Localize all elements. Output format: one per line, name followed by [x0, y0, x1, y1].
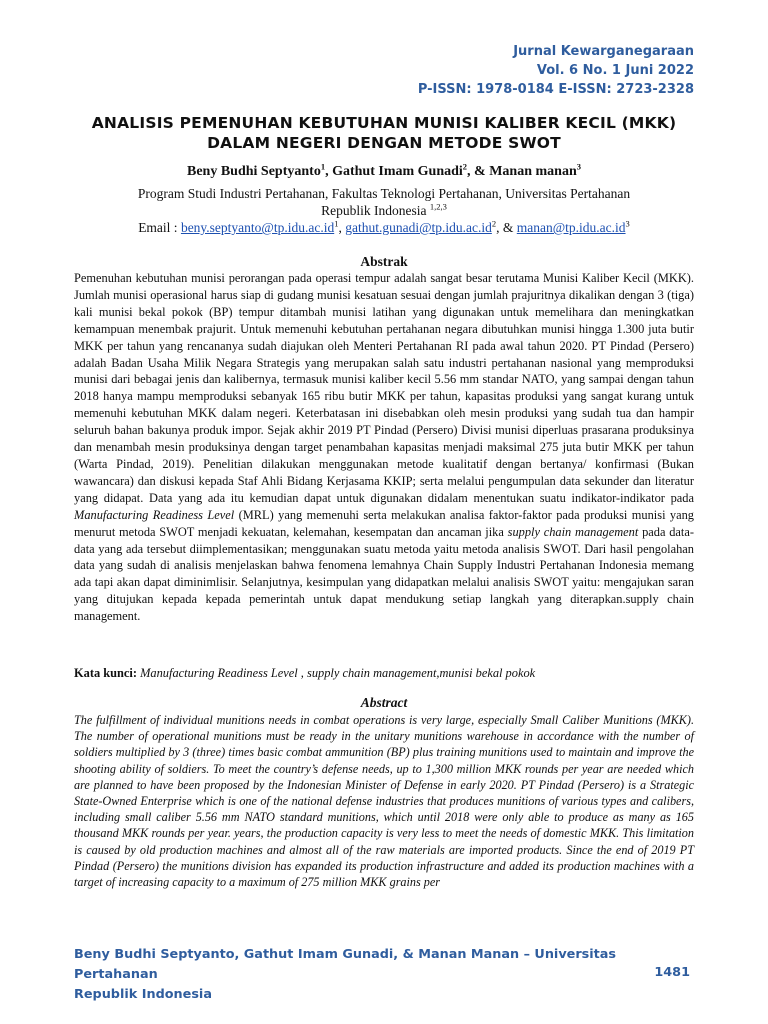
email-separator: , & [496, 220, 517, 235]
footer-line-1: Beny Budhi Septyanto, Gathut Imam Gunadi, & Manan Manan – Universitas Pertahanan [74, 947, 617, 982]
author-separator: , [325, 164, 333, 179]
author-list [74, 161, 694, 180]
abstrak-body: Pemenuhan kebutuhan munisi perorangan pada operasi tempur adalah sangat besar terutama Munisi Kaliber Kecil (MKK). Jumlah munisi operasional harus siap di gudang munisi kesatuan sesuai dengan jumlah prajuritnya dikalikan dengan 3 (tiga) kali munisi bekal pokok (BP) tempur ditambah munisi latihan yang digunakan untuk memelihara dan meningkatkan kemampuan menembak prajurit. Untuk memenuhi kebutuhan pertahanan negara dibutuhkan munisi hingga 1.300 juta butir MKK per tahun yang rencananya sudah diajukan oleh Menteri Pertahanan RI pada awal tahun 2020. PT Pindad (Persero) adalah Badan Usaha Milik Negara Strategis yang merupakan salah satu industri pertahanan nasional yang memproduksi munisi dari bebagai jenis dan kalibernya, termasuk munisi kaliber kecil 5.56 mm standar NATO, yang sampai dengan tahun 2018 hanya mampu memproduksi sebanyak 165 ribu butir MKK per tahun, kapasitas produksi yang sangat kurang untuk memenuhi kebutuhan MKK dalam negeri. Keterbatasan ini disebabkan oleh mesin produksi yang sudah tua dan hampir seluruh bahan bakunya produk impor. Sejak akhir 2019 PT Pindad (Persero) Divisi munisi diperluas prasarana produksinya dan menambah mesin produksinya dengan target penambahan kapasitas menjadi maksimal 275 juta butir MKK per tahun (Warta Pindad, 2019). Penelitian dilakukan menggunakan metode kualitatif dengan bertanya/ konfirmasi (Bukan wawancara) dan diskusi kepada Staf Ahli Bidang Kerjasama KKIP; serta melalui pengumpulan data sekunder dan literatur yang didapat. Data yang ada itu kemudian dapat untuk digunakan didalam menentukan suatu indikator-indikator pada Manufacturing Readiness Level (MRL) yang memenuhi serta melakukan analisa faktor-faktor pada produksi munisi yang menurut metoda SWOT menjadi kekuatan, kelemahan, kesempatan dan ancaman jika supply chain management pada data-data yang ada tersebut diimplementasikan; menggunakan suatu metoda yaitu metoda analisis SWOT. Dari hasil pengolahan data yang sudah di analisis menjelaskan bahwa fenomena lemahnya Chain Supply Industri Pertahanan Indonesia memang ada tapi akan dapat diminimlisir. Selanjutnya, kesimpulan yang didapatkan melalui analisis SWOT yaitu: mengajukan saran yang ditujukan kepada kepada pemerintah untuk dapat mendukung setiap langkah yang diterapkan.supply chain management. [74, 271, 695, 624]
keywords-label: Kata kunci: [74, 666, 137, 680]
abstrak-heading: Abstrak [360, 254, 408, 269]
affiliation-mark: 1,2,3 [429, 201, 447, 212]
email-link[interactable]: gathut.gunadi@tp.idu.ac.id [345, 220, 492, 235]
email-separator: , [338, 220, 346, 235]
email-mark: 1 [334, 218, 339, 229]
author-affil-mark: 1 [320, 161, 326, 172]
abstract-en-body: The fulfillment of individual munitions needs in combat operations is very large, especially Small Caliber Munitions (MKK). The number of operational munitions must be ready in the unitary munitions warehouse in accordance with the number of soldiers multiplied by 3 (three) times basic combat ammunition (BP) plus training munitions used to maintain and improve the shooting ability of soldiers. To meet the country’s defense needs, up to 1,300 million MKK rounds per year are needed which are planned to have been proposed by the Indonesian Minister of Defense in early 2020. PT Pindad (Persero) is a Strategic State-Owned Enterprise which is one of the national defense industries that produces munitions of various types and calibers, including small caliber 5.56 mm NATO standard munitions, which until 2018 were only able to produce as many as 165 thousand MKK rounds per year. years, the production capacity is very less to meet the needs of domestic MKK. This limitation is caused by old production machines and almost all of the raw materials are imported products. Since the end of 2019 PT Pindad (Persero) the munitions division has expanded its production infrastructure and added its production machines with a target of increasing capacity to a maximum of 275 million MKK grains per [74, 713, 694, 890]
author-affil-mark: 3 [576, 161, 581, 172]
author-name: Beny Budhi Septyanto [187, 164, 321, 179]
author-name: Manan manan [489, 164, 577, 179]
email-line [74, 220, 694, 236]
title-line-1: ANALISIS PEMENUHAN KEBUTUHAN MUNISI KALIBER KECIL (MKK) [91, 114, 677, 132]
email-link[interactable]: manan@tp.idu.ac.id [516, 220, 626, 235]
paper-title [74, 113, 694, 153]
journal-name: Jurnal Kewarganegaraan [513, 44, 694, 59]
author-name: Gathut Imam Gunadi [332, 164, 463, 179]
email-link[interactable]: beny.septyanto@tp.idu.ac.id [180, 220, 335, 235]
abstrak-italic-term: Manufacturing Readiness Level [74, 507, 235, 522]
journal-header [418, 42, 694, 99]
abstrak-italic-term: supply chain management [507, 524, 639, 539]
page-footer [74, 945, 690, 1005]
journal-issn: P-ISSN: 1978-0184 E-ISSN: 2723-2328 [417, 82, 694, 97]
abstract-en-heading: Abstract [360, 695, 408, 710]
title-line-2: DALAM NEGERI DENGAN METODE SWOT [207, 134, 561, 152]
affiliation [74, 185, 694, 219]
affiliation-line-2: Republik Indonesia $^{1,2,3}$ [321, 201, 447, 218]
journal-volume: Vol. 6 No. 1 Juni 2022 [536, 63, 694, 78]
author-affil-mark: 2 [462, 161, 468, 172]
author-separator: , & [467, 164, 490, 179]
footer-line-2: Republik Indonesia [74, 987, 212, 1002]
keywords-text: Manufacturing Readiness Level , supply chain management,munisi bekal pokok [137, 666, 536, 680]
affiliation-line-1: Program Studi Industri Pertahanan, Fakultas Teknologi Pertahanan, Universitas Pertahanan [137, 186, 631, 201]
email-label: Email : [138, 220, 181, 235]
page-number: 1481 [654, 965, 690, 980]
email-mark: 2 [491, 218, 497, 229]
keywords [74, 666, 694, 681]
email-mark: 3 [625, 218, 630, 229]
